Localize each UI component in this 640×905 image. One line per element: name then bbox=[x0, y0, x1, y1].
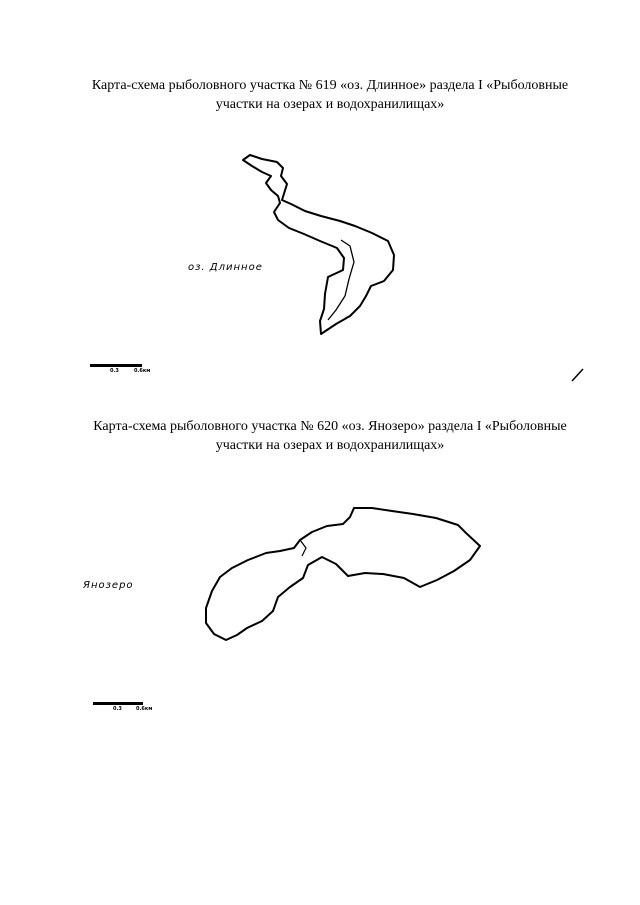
lake-label-dlinnoe: оз. Длинное bbox=[188, 262, 263, 273]
scale-tick-label: 0.6км bbox=[134, 368, 151, 374]
lake-yanozero-inner-shore bbox=[300, 540, 306, 556]
scale-bar bbox=[93, 702, 163, 714]
scale-bar-line bbox=[90, 364, 142, 367]
map-title-line1: Карта-схема рыболовного участка № 620 «оз. Янозеро» раздела I «Рыболовные bbox=[93, 419, 567, 434]
map-mark bbox=[572, 369, 583, 381]
scale-bar-line bbox=[93, 702, 143, 705]
scale-bar bbox=[90, 364, 160, 376]
map-title-line2: участки на озерах и водохранилищах» bbox=[215, 97, 445, 112]
scale-tick-label: 0.6км bbox=[136, 706, 153, 712]
scale-tick-label: 0.3 bbox=[110, 368, 119, 374]
lake-yanozero-outline bbox=[206, 508, 480, 640]
scale-tick-label: 0.3 bbox=[113, 706, 122, 712]
lake-dlinnoe-outline bbox=[243, 155, 394, 334]
map-title-line1: Карта-схема рыболовного участка № 619 «оз. Длинное» раздела I «Рыболовные bbox=[91, 78, 569, 93]
lake-label-yanozero: Янозеро bbox=[83, 580, 134, 591]
map-title-line2: участки на озерах и водохранилищах» bbox=[215, 438, 445, 453]
